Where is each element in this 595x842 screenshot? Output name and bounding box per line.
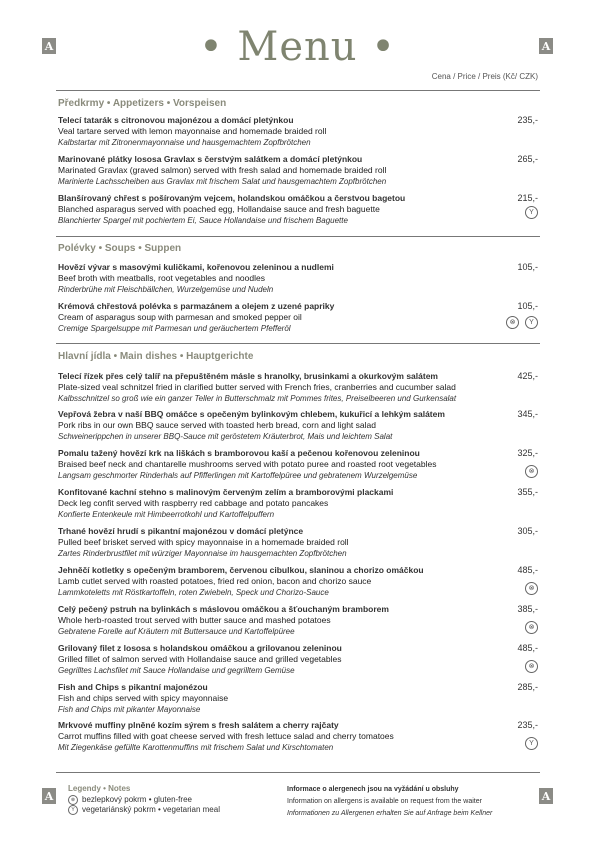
menu-item <box>58 682 538 715</box>
logo-top-right: A <box>539 38 553 54</box>
legend <box>68 784 220 815</box>
allergen-info <box>287 784 492 820</box>
vegetarian-icon: Y <box>68 805 78 815</box>
legend-title: Legendy • Notes <box>68 784 131 793</box>
item-name-en: Deck leg confit served with raspberry red cabbage and potato pancakes <box>58 498 329 508</box>
item-name-de: Cremige Spargelsuppe mit Parmesan und geräuchertem Pfefferöl <box>58 324 291 333</box>
vegetarian-icon: Y <box>525 316 538 329</box>
price-header: Cena / Price / Preis (Kč/ CZK) <box>431 72 538 81</box>
legend-row-vegetarian <box>68 805 220 815</box>
item-name-en: Lamb cutlet served with roasted potatoes, fried red onion, bacon and chorizo sauce <box>58 576 372 586</box>
item-name-en: Cream of asparagus soup with parmesan and smoked pepper oil <box>58 312 302 322</box>
item-name-en: Plate-sized veal schnitzel fried in clarified butter served with French fries, cranberries and cucumber salad <box>58 382 456 392</box>
divider <box>56 90 540 91</box>
menu-item <box>58 193 538 226</box>
item-name-cz: Vepřová žebra v naší BBQ omáčce s opečeným bylinkovým chlebem, kukuřicí a lehkým salátem <box>58 409 445 419</box>
item-name-cz: Jehněčí kotletky s opečeným bramborem, červenou cibulkou, slaninou a chorizo omáčkou <box>58 565 424 575</box>
vegetarian-icon: Y <box>525 206 538 219</box>
item-name-cz: Grilovaný filet z lososa s holandskou omáčkou a grilovanou zeleninou <box>58 643 342 653</box>
item-name-de: Kalbstartar mit Zitronenmayonnaise und hausgemachtem Zopfbrötchen <box>58 138 311 147</box>
gluten-free-icon: ⊗ <box>506 316 519 329</box>
item-name-de: Mit Ziegenkäse gefüllte Karottenmuffins mit frischem Salat und Kirschtomaten <box>58 743 334 752</box>
gluten-free-icon: ⊗ <box>68 795 78 805</box>
item-name-en: Fish and chips served with spicy mayonnaise <box>58 693 229 703</box>
legend-row-gluten-free <box>68 795 220 805</box>
menu-item <box>58 115 538 148</box>
item-name-en: Marinated Gravlax (graved salmon) served with fresh salad and homemade braided roll <box>58 165 387 175</box>
item-price: 215,- <box>517 193 538 203</box>
legend-gluten-free-label: bezlepkový pokrm • gluten-free <box>82 795 192 804</box>
item-name-de: Marinierte Lachsscheiben aus Gravlax mit frischem Salat und hausgemachtem Zopfbrötchen <box>58 177 387 186</box>
item-name-de: Langsam geschmorter Rinderhals auf Pfifferlingen mit Kartoffelpüree und gebratenem Wurzelgemüse <box>58 471 418 480</box>
menu-item <box>58 565 538 598</box>
menu-item <box>58 409 538 442</box>
item-name-de: Rinderbrühe mit Fleischbällchen, Wurzelgemüse und Nudeln <box>58 285 274 294</box>
item-name-cz: Trhané hovězí hrudí s pikantní majonézou v domácí pletýnce <box>58 526 304 536</box>
item-name-en: Blanched asparagus served with poached egg, Hollandaise sauce and fresh baguette <box>58 204 380 214</box>
item-name-de: Gebratene Forelle auf Kräutern mit Buttersauce und Kartoffelpüree <box>58 627 295 636</box>
item-name-en: Pork ribs in our own BBQ sauce served with toasted herb bread, corn and light salad <box>58 420 376 430</box>
item-name-cz: Fish and Chips s pikantní majonézou <box>58 682 208 692</box>
item-name-en: Carrot muffins filled with goat cheese served with fresh lettuce salad and cherry tomatoes <box>58 731 394 741</box>
item-name-en: Braised beef neck and chantarelle mushrooms served with potato puree and roasted root vegetables <box>58 459 437 469</box>
item-price: 265,- <box>517 154 538 164</box>
section-title-main-dishes: Hlavní jídla • Main dishes • Hauptgerichte <box>58 351 254 362</box>
item-name-de: Zartes Rinderbrustfilet mit würziger Mayonnaise im hausgemachten Zopfbrötchen <box>58 549 347 558</box>
item-name-cz: Celý pečený pstruh na bylinkách s máslovou omáčkou a šťouchaným bramborem <box>58 604 389 614</box>
allergen-info-en: Information on allergens is available on request from the waiter <box>287 798 482 805</box>
item-name-de: Gegrilltes Lachsfilet mit Sauce Hollandaise und gegrilltem Gemüse <box>58 666 295 675</box>
divider <box>56 343 540 344</box>
item-name-en: Veal tartare served with lemon mayonnaise and homemade braided roll <box>58 126 327 136</box>
menu-item <box>58 487 538 520</box>
menu-item <box>58 604 538 637</box>
item-name-de: Fish and Chips mit pikanter Mayonnaise <box>58 705 201 714</box>
item-name-cz: Marinované plátky lososa Gravlax s čerstvým salátkem a domácí pletýnkou <box>58 154 363 164</box>
menu-item <box>58 371 538 404</box>
item-price: 385,- <box>517 604 538 614</box>
item-name-cz: Hovězí vývar s masovými kuličkami, kořenovou zeleninou a nudlemi <box>58 262 334 272</box>
divider <box>56 236 540 237</box>
gluten-free-icon: ⊗ <box>525 621 538 634</box>
item-name-en: Beef broth with meatballs, root vegetables and noodles <box>58 273 265 283</box>
menu-item <box>58 720 538 753</box>
item-price: 425,- <box>517 371 538 381</box>
item-price: 325,- <box>517 448 538 458</box>
divider <box>56 772 540 773</box>
menu-item <box>58 154 538 187</box>
item-name-cz: Mrkvové muffiny plněné kozím sýrem s fresh salátem a cherry rajčaty <box>58 720 339 730</box>
legend-vegetarian-label: vegetariánský pokrm • vegetarian meal <box>82 805 220 814</box>
item-price: 235,- <box>517 720 538 730</box>
gluten-free-icon: ⊗ <box>525 465 538 478</box>
item-name-de: Konfierte Entenkeule mit Himbeerrotkohl und Kartoffelpuffern <box>58 510 275 519</box>
item-price: 485,- <box>517 643 538 653</box>
item-name-cz: Pomalu tažený hovězí krk na liškách s bramborovou kaší a pečenou kořenovou zeleninou <box>58 448 420 458</box>
item-name-en: Whole herb-roasted trout served with butter sauce and mashed potatoes <box>58 615 331 625</box>
item-name-cz: Telecí tatarák s citronovou majonézou a domácí pletýnkou <box>58 115 294 125</box>
item-name-cz: Telecí řízek přes celý talíř na přepuštěném másle s hranolky, brusinkami a okurkovým salátem <box>58 371 438 381</box>
logo-top-left: A <box>42 38 56 54</box>
gluten-free-icon: ⊗ <box>525 582 538 595</box>
item-price: 105,- <box>517 301 538 311</box>
menu-item <box>58 448 538 481</box>
menu-item <box>58 301 538 334</box>
allergen-info-cz: Informace o alergenech jsou na vyžádání u obsluhy <box>287 786 459 793</box>
logo-bottom-right: A <box>539 788 553 804</box>
menu-item <box>58 526 538 559</box>
section-title-appetizers: Předkrmy • Appetizers • Vorspeisen <box>58 98 227 109</box>
item-price: 345,- <box>517 409 538 419</box>
allergen-info-de: Informationen zu Allergenen erhalten Sie auf Anfrage beim Kellner <box>287 810 493 817</box>
item-name-de: Lammkoteletts mit Röstkartoffeln, roten Zwiebeln, Speck und Chorizo-Sauce <box>58 588 329 597</box>
item-name-de: Kalbsschnitzel so groß wie ein ganzer Teller in Butterschmalz mit Pommes frites, Preiselbeeren und Gurkensalat <box>58 394 457 403</box>
item-price: 105,- <box>517 262 538 272</box>
item-name-en: Grilled fillet of salmon served with Hollandaise sauce and grilled vegetables <box>58 654 342 664</box>
item-name-cz: Krémová chřestová polévka s parmazánem a olejem z uzené papriky <box>58 301 335 311</box>
logo-bottom-left: A <box>42 788 56 804</box>
menu-item <box>58 262 538 295</box>
item-name-de: Blanchierter Spargel mit pochiertem Ei, Sauce Hollandaise und frischem Baguette <box>58 216 348 225</box>
gluten-free-icon: ⊗ <box>525 660 538 673</box>
menu-item <box>58 643 538 676</box>
vegetarian-icon: Y <box>525 737 538 750</box>
section-title-soups: Polévky • Soups • Suppen <box>58 243 182 254</box>
item-price: 285,- <box>517 682 538 692</box>
page-title: • Menu • <box>199 24 396 70</box>
item-name-de: Schweinerippchen in unserer BBQ-Sauce mit geröstetem Kräuterbrot, Mais und leichtem Salat <box>58 432 393 441</box>
item-price: 305,- <box>517 526 538 536</box>
item-price: 235,- <box>517 115 538 125</box>
item-name-cz: Konfitované kachní stehno s malinovým červeným zelím a bramborovými plackami <box>58 487 394 497</box>
item-price: 485,- <box>517 565 538 575</box>
item-name-cz: Blanšírovaný chřest s pošírovaným vejcem, holandskou omáčkou a čerstvou bagetou <box>58 193 406 203</box>
item-name-en: Pulled beef brisket served with spicy mayonnaise in a homemade braided roll <box>58 537 349 547</box>
item-price: 355,- <box>517 487 538 497</box>
